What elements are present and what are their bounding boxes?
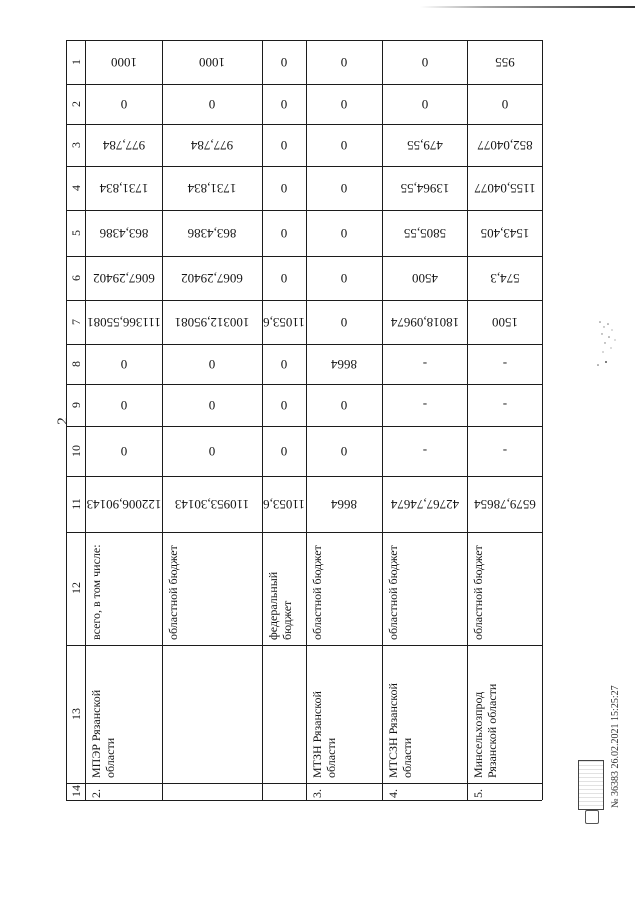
stamp-barcode	[578, 760, 604, 810]
table-cell-value: 0	[208, 97, 216, 112]
table-row-line	[66, 84, 542, 85]
funding-source: бюджет	[280, 600, 294, 640]
table-row-line	[66, 300, 542, 301]
table-cell-value: 0	[340, 97, 348, 112]
table-cell-value: 1500	[491, 315, 518, 330]
table-cell-value: 574,3	[489, 271, 520, 286]
table-row-line	[66, 532, 542, 533]
table-col-line	[262, 40, 263, 800]
funding-source: областной бюджет	[166, 545, 180, 640]
table-cell-value: 1731,834	[187, 181, 237, 196]
table-cell-value: 11053,6	[263, 315, 305, 330]
table-cell-value: 0	[280, 97, 288, 112]
column-number: 9	[68, 402, 83, 408]
column-number: 12	[68, 582, 83, 594]
table-cell-value: 0	[120, 398, 127, 413]
organization-name: МТЗН Рязанской	[310, 691, 324, 778]
table-col-line	[382, 40, 383, 800]
table-cell-value: 13964,55	[400, 181, 449, 196]
table-cell-value: 0	[340, 444, 348, 459]
funding-source: всего, в том числе:	[89, 544, 103, 640]
column-number: 1	[68, 59, 83, 65]
table-cell-value: 955	[494, 55, 515, 70]
table-cell-value: -	[422, 444, 427, 459]
table-cell-value: 1731,834	[99, 181, 148, 196]
table-row-line	[66, 426, 542, 427]
scan-edge-mark	[420, 6, 635, 8]
table-cell-value: 0	[208, 398, 216, 413]
table-cell-value: 110953,30143	[174, 497, 250, 512]
table-cell-value: 0	[280, 271, 288, 286]
column-number: 3	[68, 142, 83, 148]
organization-name: области	[103, 737, 117, 778]
table-cell-value: 0	[280, 226, 288, 241]
table-cell-value: 111366,55081	[86, 315, 161, 330]
table-row-line	[66, 166, 542, 167]
table-col-line	[306, 40, 307, 800]
table-cell-value: 100312,95081	[174, 315, 250, 330]
table-cell-value: 0	[340, 55, 348, 70]
funding-source: федеральный	[266, 571, 280, 640]
table-row-line	[66, 645, 542, 646]
row-number: 3.	[310, 789, 324, 798]
table-cell-value: 0	[340, 138, 348, 153]
table-cell-value: 0	[340, 271, 348, 286]
table-cell-value: 0	[421, 97, 428, 112]
table-cell-value: 6067,29402	[92, 271, 155, 286]
table-row-line	[66, 40, 542, 41]
table-col-line	[66, 40, 67, 800]
table-cell-value: 479,55	[406, 138, 443, 153]
organization-name: области	[400, 737, 414, 778]
row-number: 4.	[386, 789, 400, 798]
table-cell-value: 977,784	[102, 138, 145, 153]
column-number: 11	[68, 498, 83, 510]
table-cell-value: -	[502, 398, 507, 413]
row-number: 5.	[471, 789, 485, 798]
column-number: 5	[68, 230, 83, 236]
table-cell-value: 5805,55	[403, 226, 446, 241]
table-cell-value: 0	[340, 398, 348, 413]
table-cell-value: 11053,6	[263, 497, 305, 512]
table-col-line	[542, 40, 543, 800]
stamp-emblem	[585, 810, 599, 824]
table-cell-value: 0	[280, 398, 288, 413]
organization-name: Рязанской области	[485, 683, 499, 778]
table-cell-value: 6067,29402	[181, 271, 243, 286]
table-row-line	[66, 256, 542, 257]
table-cell-value: 6579,78654	[473, 497, 536, 512]
table-cell-value: 0	[280, 55, 288, 70]
table-col-line	[162, 40, 163, 800]
table-row-line	[66, 124, 542, 125]
column-number: 6	[68, 275, 83, 281]
column-number: 10	[68, 445, 83, 457]
table-cell-value: -	[502, 357, 507, 372]
table-cell-value: 0	[280, 181, 288, 196]
page-number: 2	[55, 417, 71, 425]
table-cell-value: 1000	[110, 55, 137, 70]
table-cell-value: 1155,04077	[473, 181, 536, 196]
table-cell-value: 977,784	[190, 138, 234, 153]
table-col-line	[467, 40, 468, 800]
table-cell-value: 863,4386	[99, 226, 148, 241]
table-cell-value: 0	[501, 97, 508, 112]
organization-name: МТСЗН Рязанской	[386, 683, 400, 778]
column-number: 2	[68, 101, 83, 107]
funding-source: областной бюджет	[386, 545, 400, 640]
table-row-line	[66, 210, 542, 211]
column-number: 14	[68, 785, 83, 797]
table-row-line	[66, 800, 542, 801]
table-cell-value: 0	[340, 315, 348, 330]
table-cell-value: 0	[280, 357, 288, 372]
table-cell-value: 0	[120, 444, 127, 459]
funding-source: областной бюджет	[310, 545, 324, 640]
table-cell-value: 1000	[199, 55, 225, 70]
table-row-line	[66, 384, 542, 385]
organization-name: МПЭР Рязанской	[89, 689, 103, 778]
table-cell-value: 0	[340, 226, 348, 241]
table-cell-value: 0	[280, 444, 288, 459]
table-cell-value: -	[422, 357, 427, 372]
table-cell-value: 0	[208, 357, 216, 372]
column-number: 8	[68, 361, 83, 367]
row-number: 2.	[89, 789, 103, 798]
table-cell-value: 0	[120, 97, 127, 112]
table-cell-value: 122006,90143	[86, 497, 161, 512]
table-cell-value: 0	[421, 55, 428, 70]
table-row-line	[66, 476, 542, 477]
table-cell-value: 0	[120, 357, 127, 372]
column-number: 13	[68, 708, 83, 720]
table-cell-value: 852,04077	[476, 138, 533, 153]
column-number: 7	[68, 319, 83, 325]
table-cell-value: 18018,09674	[390, 315, 459, 330]
table-cell-value: 8664	[331, 357, 357, 372]
organization-name: области	[324, 737, 338, 778]
column-number: 4	[68, 185, 83, 191]
table-col-line	[85, 40, 86, 800]
table-cell-value: -	[422, 398, 427, 413]
table-row-line	[66, 344, 542, 345]
table-row-line	[66, 783, 542, 784]
table-cell-value: 0	[208, 444, 216, 459]
table-cell-value: 4500	[411, 271, 438, 286]
table-cell-value: 8664	[331, 497, 357, 512]
funding-source: областной бюджет	[471, 545, 485, 640]
table-cell-value: 42767,74674	[390, 497, 459, 512]
table-cell-value: -	[502, 444, 507, 459]
table-cell-value: 1543,405	[480, 226, 529, 241]
table-cell-value: 0	[280, 138, 288, 153]
registration-footer: № 36383 26.02.2021 15:25:27	[610, 685, 621, 808]
table-cell-value: 863,4386	[187, 226, 237, 241]
organization-name: Минсельхозпрод	[471, 691, 485, 778]
scan-specks	[594, 318, 622, 378]
table-cell-value: 0	[340, 181, 348, 196]
